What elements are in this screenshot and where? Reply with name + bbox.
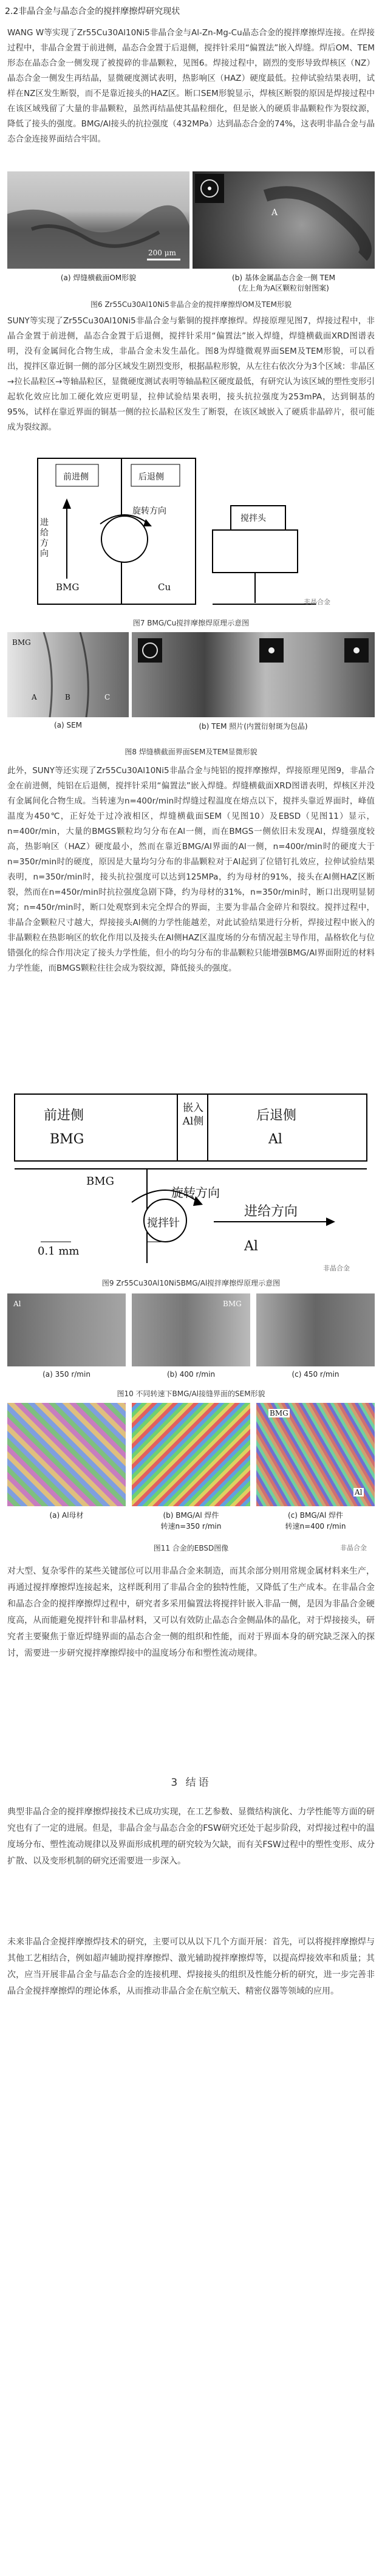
sem-400 [132,1293,250,1366]
paragraph-4: 对大型、复杂零件的某些关键部位可以用非晶合金来制造，而其余部分则用常规金属材料来生产，再通过搅拌摩擦焊连接起来，这样既利用了非晶合金的独特性能，又降低了生产成本。在非晶合金和晶态合金的搅拌摩擦焊过程中，研究者多采用偏置法将搅拌针嵌入非晶一侧，是因为非晶合金硬度高，从而能避免搅拌针和非晶材料，又可以有效防止晶态合金侧晶体的晶化，对于焊接接头，研究者主要聚焦于靠近焊缝界面的晶态合金一侧的组织和性能，而对于界面本身的研究缺乏深入的探讨，需要进一步研究搅拌摩擦焊接中的温度场分布和塑性流动规律。 [7,1566,375,1658]
figure-8 [7,632,375,742]
paragraph-5: 典型非晶合金的搅拌摩擦焊接技术已成功实现，在工艺参数、显微结构演化、力学性能等方面的研究也有了一定的进展。但是，非晶合金与晶态合金的FSW研究还处于起步阶段，对焊接过程中的温度场分布、塑性流动规律以及界面形成机理的研究较为欠缺，而有关FSW过程中的塑性变形、成分扩散、以及变形机制的研究还需要进一步深入。 [7,1807,375,1866]
fig11-sublabel-c2: 转速n=400 r/min [285,1522,346,1531]
fig8-sublabel-a: (a) SEM [53,721,83,729]
fig8-region-c: C [104,693,111,701]
tem-micrograph-strip [132,632,375,717]
figure-6 [7,171,375,293]
paragraph-2: SUNY等实现了Zr55Cu30Al10Ni5非晶合金与紫铜的搅拌摩擦焊。焊接原理见图7，焊接过程中，非晶合金置于前进侧，晶态合金置于后退侧，搅拌针采用“偏置法”嵌入焊缝，焊缝横截面XRD图谱表明，没有金属间化合物生成，非晶合金未发生晶化。图8为焊缝微观界面SEM及TEM形貌，可以看出，搅拌区靠近铜一侧的部分区域发生剧烈变形，根据晶粒形貌，从左往右依次分为3个区域：非晶区→拉长晶粒区→等轴晶粒区，显微硬度测试表明等轴晶粒区硬度最低，有研究认为该区域的塑性变形引起软化效应比加工硬化效应更明显，拉伸试验结果表明，接头抗拉强度为253mPA，达到铜基的95%，试样在靠近界面的铜基一侧的拉长晶粒区发生了断裂，在该区域嵌入了硬质非晶碎片，很可能成为裂纹源。 [7,316,375,432]
region-a-label: A [271,208,278,218]
fig8-sublabel-b: (b) TEM 照片(内置衍射斑为包晶) [199,722,308,731]
fig9-advancing-side: 前进侧 [44,1108,84,1123]
sem-micrograph [7,632,129,717]
fig10-a-al: Al [13,1300,21,1308]
fig10-sublabel-c: (c) 450 r/min [292,1370,339,1379]
fig9-rotation-direction: 旋转方向 [171,1185,220,1200]
fig11-watermark: 非晶合金 [340,1544,367,1552]
figure-9 [13,1093,369,1275]
ebsd-400 [256,1403,375,1506]
fig10-sublabel-a: (a) 350 r/min [43,1370,90,1379]
fig9-al-label: Al [268,1132,282,1147]
fig7-advancing-side: 前进侧 [63,472,89,482]
fig8-region-b: B [65,693,70,701]
fig9-offset: 0.1 mm [38,1245,80,1258]
fig9-pin-label: 搅拌针 [147,1217,180,1230]
fig6-sublabel-b: (b) 基体金属晶态合金一侧 TEM [232,274,335,282]
sem-350 [7,1293,126,1366]
figure-10 [7,1293,375,1385]
fig6-caption: 图6 Zr55Cu30Al10Ni5非晶合金的搅拌摩擦焊OM及TEM形貌 [90,300,292,309]
scale-bar-label: 200 μm [148,249,176,257]
fig9-al-lower: Al [244,1239,258,1254]
paragraph-6: 未来非晶合金搅拌摩擦焊技术的研究，主要可以从以下几个方面开展：首先，可以将搅拌摩擦焊与其他工艺相结合，例如超声辅助搅拌摩擦焊、激光辅助搅拌摩擦焊等，以提高焊接效率和质量；其次，应当开展非晶合金与晶态合金的连接机理、焊接接头的组织及性能分析的研究，进一步完善非晶合金搅拌摩擦焊的理论体系，从而推动非晶合金在航空航天、精密仪器等领域的应用。 [7,1937,375,1996]
fig6-sublabel-b2: (左上角为A区颗粒衍射图案) [238,284,329,292]
fig7-cu-label: Cu [158,582,171,593]
figure-7 [36,457,346,609]
fig7-rotation-direction: 旋转方向 [132,506,166,516]
fig10-caption: 图10 不同转速下BMG/Al接缝界面的SEM形貌 [117,1390,265,1398]
fig9-advance-direction: 进给方向 [244,1204,298,1219]
fig11-sublabel-a: (a) Al母材 [49,1511,84,1520]
fig9-caption: 图9 Zr55Cu30Al10Ni5BMG/Al搅拌摩擦焊原理示意图 [101,1279,281,1287]
om-micrograph [7,171,189,269]
fig8-bmg-label: BMG [12,638,31,647]
fig9-bmg-lower: BMG [86,1175,115,1188]
section-title: 2.2非晶合金与晶态合金的搅拌摩擦焊研究现状 [5,7,180,16]
fig7-caption: 图7 BMG/Cu搅拌摩擦焊原理示意图 [132,619,250,627]
fig7-retreating-side: 后退侧 [138,472,164,482]
fig6-sublabel-a: (a) 焊缝横截面OM形貌 [60,274,137,282]
fig7-bmg-label: BMG [56,582,80,593]
fig10-sublabel-b: (b) 400 r/min [166,1370,216,1379]
fig9-retreating-side: 后退侧 [256,1108,297,1123]
fig11-sublabel-b: (b) BMG/Al 焊件 [163,1511,219,1520]
ebsd-al-base [7,1403,126,1506]
fig7-advance-direction: 进给方向 [40,518,49,559]
fig11-caption: 图11 合金的EBSD图像 [153,1544,229,1552]
fig8-caption: 图8 焊缝横截面界面SEM及TEM显微形貌 [124,748,258,756]
fig11-sublabel-c: (c) BMG/Al 焊件 [287,1511,344,1520]
tem-micrograph [193,171,375,269]
paragraph-1: WANG W等实现了Zr55Cu30Al10Ni5非晶合金与Al-Zn-Mg-Cu晶态合金的搅拌摩擦焊连接。在焊接过程中，非晶合金置于前进侧，晶态合金置于后退侧，搅拌针采用“偏置法”嵌入焊缝。焊后OM、TEM形态在晶态合金一侧发现了被搅碎的非晶颗粒，见图6。焊接过程中，剧烈的变形导致焊核区（NZ）晶态合金一侧发生再结晶，显微硬度测试表明，热影响区（HAZ）硬度最低。拉伸试验结果表明，试样在NZ区发生断裂，而不是靠近接头的HAZ区。断口SEM形貌显示，焊核区断裂的原因是焊接过程中在该区域残留了大量的非晶颗粒，虽然再结晶使其晶粒细化，但是嵌入的硬质非晶颗粒作为裂纹源，降低了接头的强度。BMG/Al接头的抗拉强度（432MPa）达到晶态合金的74%，这表明非晶合金与晶态合金连接界面结合牢固。 [7,28,375,144]
fig11-sublabel-b2: 转速n=350 r/min [160,1522,222,1531]
section-3-heading: 3 结语 [171,1777,211,1789]
fig7-watermark: 非晶合金 [304,598,330,606]
fig7-tool-label: 搅拌头 [240,514,266,523]
fig9-bmg-label: BMG [50,1132,84,1147]
ebsd-350 [132,1403,250,1506]
figure-11 [7,1403,375,1537]
paragraph-3: 此外，SUNY等还实现了Zr55Cu30Al10Ni5非晶合金与纯铝的搅拌摩擦焊，焊接原理见图9，非晶合金在前进侧，纯铝在后退侧，搅拌针采用“偏置法”嵌入焊缝。焊缝横截面XRD图谱表明，焊核区并没有金属间化合物生成。当转速为n=400r/min时焊缝过程温度在熔点以下，搅拌头靠近界面时，峰值温度为450℃，正好处于过冷液相区，焊缝横截面SEM（见图10）及EBSD（见图11）显示，n=400r/min，大量的BMGS颗粒均匀分布在Al一侧，而在BMGS一侧依旧未发现Al，焊缝强度较高，热影响区（HAZ）硬度最小，然而在靠近BMG/Al界面的Al一侧，n=400r/min时的硬度大于n=350r/min时的硬度，原因是大量均匀分布的非晶颗粒对于Al起到了位错钉扎效应，拉伸试验结果表明，n=350r/min时，接头抗拉强度可以达到125MPa，约为母材的91%，接头在Al侧HAZ区断裂，然而在n=450r/min时抗拉强度急剧下降，约为母材的31%，n=350r/min时，断口出现明显韧窝；n=450r/min时，断口处观察到未完全焊合的界面，主要为非晶合金碎片和裂纹。搅拌过程中，非晶合金颗粒尺寸越大，焊接接头Al侧的力学性能越差，对此试验结果进行分析，焊接过程中嵌入的非晶颗粒在热影响区的软化作用以及接头在Al侧HAZ区温度场的分布情况起主导作用，晶格软化与位错强化的综合作用决定了接头力学性能，但小的均匀分布的非晶颗粒只能增强BMG/Al界面附近的材料力学性能，而BMGS颗粒往往会成为裂纹源，降低接头的强度。 [7,766,375,973]
fig10-b-bmg: BMG [223,1300,242,1308]
fig9-watermark: 非晶合金 [323,1264,350,1272]
fig11-al: Al [355,1488,363,1496]
fig9-insert-label: 嵌入Al侧 [182,1102,204,1128]
fig8-region-a: A [32,693,37,701]
fig11-bmg: BMG [270,1409,288,1417]
sem-450 [256,1293,375,1366]
